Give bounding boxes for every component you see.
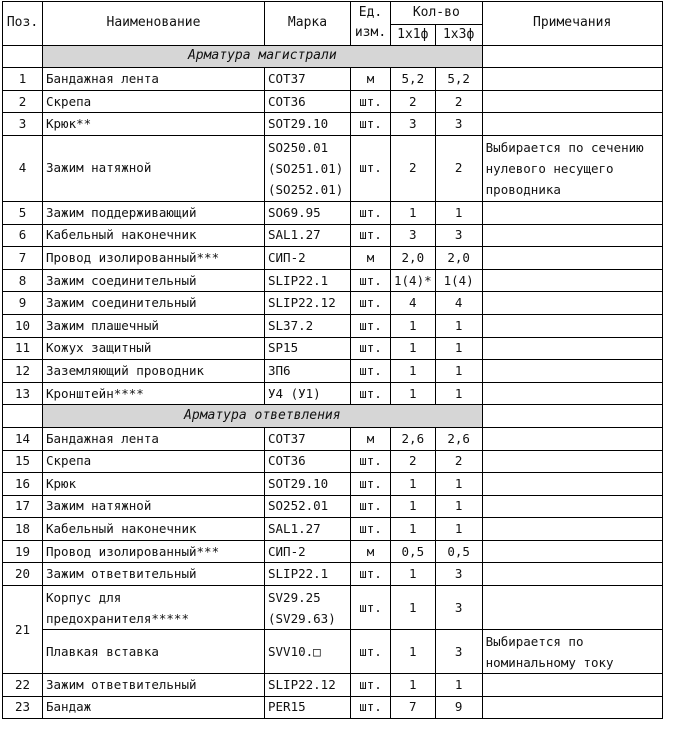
cell-note (482, 314, 662, 337)
cell-pos: 23 (3, 696, 43, 719)
cell-qty-1ph: 1(4)* (391, 269, 436, 292)
cell-qty-3ph: 2 (435, 450, 482, 473)
cell-note (482, 68, 662, 91)
cell-qty-1ph: 1 (391, 674, 436, 697)
section-title: Арматура магистрали (43, 45, 483, 68)
cell-qty-3ph: 3 (435, 113, 482, 136)
table-row (3, 586, 663, 630)
header-row (3, 2, 663, 25)
cell-qty-1ph: 4 (391, 292, 436, 315)
header-qty: Кол-во (391, 2, 483, 25)
cell-mark: СИП-2 (265, 247, 351, 270)
cell-note (482, 427, 662, 450)
cell-pos: 3 (3, 113, 43, 136)
cell-pos: 8 (3, 269, 43, 292)
cell-name: Кабельный наконечник (43, 518, 265, 541)
cell-qty-3ph: 1 (435, 201, 482, 224)
table-row (3, 540, 663, 563)
cell-name: Бандажная лента (43, 68, 265, 91)
table-row (3, 135, 663, 201)
cell-mark: SV29.25 (SV29.63) (265, 586, 351, 630)
cell-qty-1ph: 1 (391, 495, 436, 518)
section-blank (482, 405, 662, 428)
cell-unit: шт. (351, 337, 391, 360)
cell-note (482, 360, 662, 383)
cell-qty-3ph: 3 (435, 224, 482, 247)
cell-qty-1ph: 7 (391, 696, 436, 719)
cell-unit: шт. (351, 674, 391, 697)
cell-qty-3ph: 3 (435, 630, 482, 674)
cell-pos: 21 (3, 586, 43, 674)
cell-qty-1ph: 1 (391, 201, 436, 224)
cell-note (482, 674, 662, 697)
cell-pos: 6 (3, 224, 43, 247)
cell-qty-3ph: 9 (435, 696, 482, 719)
cell-pos: 7 (3, 247, 43, 270)
cell-note (482, 224, 662, 247)
header-qty-1ph: 1х1ф (391, 24, 436, 45)
table-row (3, 427, 663, 450)
cell-pos: 13 (3, 382, 43, 405)
table-row (3, 68, 663, 91)
cell-note (482, 473, 662, 496)
cell-pos: 10 (3, 314, 43, 337)
cell-name: Зажим соединительный (43, 292, 265, 315)
cell-unit: шт. (351, 473, 391, 496)
cell-note (482, 450, 662, 473)
cell-qty-1ph: 1 (391, 563, 436, 586)
cell-mark: SLIP22.1 (265, 269, 351, 292)
cell-note (482, 337, 662, 360)
cell-name: Зажим поддерживающий (43, 201, 265, 224)
cell-qty-1ph: 3 (391, 224, 436, 247)
cell-qty-1ph: 1 (391, 473, 436, 496)
cell-mark: ЗП6 (265, 360, 351, 383)
cell-qty-1ph: 0,5 (391, 540, 436, 563)
cell-name: Бандаж (43, 696, 265, 719)
cell-unit: м (351, 427, 391, 450)
cell-qty-1ph: 1 (391, 630, 436, 674)
section-row (3, 45, 663, 68)
table-body (3, 45, 663, 719)
cell-note (482, 563, 662, 586)
table-row (3, 90, 663, 113)
table-row (3, 201, 663, 224)
section-blank (3, 405, 43, 428)
cell-unit: шт. (351, 382, 391, 405)
cell-unit: шт. (351, 563, 391, 586)
cell-name: Кронштейн**** (43, 382, 265, 405)
cell-note: Выбирается по номинальному току (482, 630, 662, 674)
section-blank (482, 45, 662, 68)
cell-qty-3ph: 1 (435, 314, 482, 337)
cell-mark: SVV10.□ (265, 630, 351, 674)
cell-mark: COT37 (265, 427, 351, 450)
cell-pos: 2 (3, 90, 43, 113)
cell-pos: 16 (3, 473, 43, 496)
cell-unit: шт. (351, 630, 391, 674)
cell-unit: м (351, 247, 391, 270)
table-row (3, 337, 663, 360)
section-row (3, 405, 663, 428)
cell-name: Плавкая вставка (43, 630, 265, 674)
cell-mark: COT37 (265, 68, 351, 91)
cell-pos: 9 (3, 292, 43, 315)
cell-name: Скрепа (43, 450, 265, 473)
cell-pos: 1 (3, 68, 43, 91)
cell-qty-1ph: 1 (391, 314, 436, 337)
cell-mark: SOT29.10 (265, 473, 351, 496)
cell-qty-3ph: 1 (435, 518, 482, 541)
cell-qty-1ph: 2,6 (391, 427, 436, 450)
cell-mark: SLIP22.1 (265, 563, 351, 586)
cell-qty-1ph: 1 (391, 382, 436, 405)
cell-note (482, 495, 662, 518)
cell-qty-3ph: 1(4) (435, 269, 482, 292)
cell-qty-3ph: 1 (435, 337, 482, 360)
cell-pos: 20 (3, 563, 43, 586)
cell-unit: шт. (351, 360, 391, 383)
cell-unit: шт. (351, 696, 391, 719)
cell-name: Зажим натяжной (43, 135, 265, 201)
cell-qty-1ph: 2,0 (391, 247, 436, 270)
cell-qty-3ph: 1 (435, 495, 482, 518)
cell-qty-3ph: 3 (435, 563, 482, 586)
cell-note (482, 518, 662, 541)
cell-name: Крюк (43, 473, 265, 496)
cell-qty-3ph: 4 (435, 292, 482, 315)
cell-unit: шт. (351, 269, 391, 292)
cell-unit: м (351, 68, 391, 91)
table-row (3, 269, 663, 292)
cell-unit: шт. (351, 224, 391, 247)
cell-unit: шт. (351, 586, 391, 630)
cell-name: Скрепа (43, 90, 265, 113)
header-note: Примечания (482, 2, 662, 46)
table-row (3, 674, 663, 697)
cell-mark: SL37.2 (265, 314, 351, 337)
cell-unit: шт. (351, 201, 391, 224)
cell-note (482, 696, 662, 719)
cell-unit: шт. (351, 135, 391, 201)
cell-note (482, 292, 662, 315)
header-pos: Поз. (3, 2, 43, 46)
cell-mark: SAL1.27 (265, 518, 351, 541)
cell-mark: SLIP22.12 (265, 292, 351, 315)
specification-table (2, 1, 663, 719)
specification-sheet (2, 1, 663, 719)
cell-name: Зажим соединительный (43, 269, 265, 292)
cell-unit: шт. (351, 113, 391, 136)
cell-qty-3ph: 2 (435, 90, 482, 113)
cell-note (482, 382, 662, 405)
header-mark: Марка (265, 2, 351, 46)
cell-mark: SOT29.10 (265, 113, 351, 136)
cell-unit: шт. (351, 90, 391, 113)
cell-qty-1ph: 1 (391, 518, 436, 541)
section-title: Арматура ответвления (43, 405, 483, 428)
cell-name: Провод изолированный*** (43, 540, 265, 563)
cell-mark: COT36 (265, 90, 351, 113)
cell-qty-1ph: 1 (391, 586, 436, 630)
cell-qty-3ph: 0,5 (435, 540, 482, 563)
cell-note (482, 247, 662, 270)
cell-note (482, 201, 662, 224)
cell-pos: 17 (3, 495, 43, 518)
cell-pos: 12 (3, 360, 43, 383)
cell-qty-3ph: 2,6 (435, 427, 482, 450)
table-row (3, 292, 663, 315)
cell-pos: 18 (3, 518, 43, 541)
cell-unit: шт. (351, 450, 391, 473)
table-row (3, 113, 663, 136)
table-row (3, 495, 663, 518)
table-row (3, 382, 663, 405)
cell-name: Заземляющий проводник (43, 360, 265, 383)
cell-mark: СИП-2 (265, 540, 351, 563)
cell-mark: SP15 (265, 337, 351, 360)
cell-pos: 11 (3, 337, 43, 360)
table-row (3, 360, 663, 383)
cell-unit: шт. (351, 314, 391, 337)
cell-name: Корпус для предохранителя***** (43, 586, 265, 630)
cell-unit: м (351, 540, 391, 563)
table-row (3, 314, 663, 337)
cell-name: Зажим ответвительный (43, 563, 265, 586)
cell-pos: 22 (3, 674, 43, 697)
cell-mark: SAL1.27 (265, 224, 351, 247)
cell-pos: 4 (3, 135, 43, 201)
cell-unit: шт. (351, 292, 391, 315)
cell-unit: шт. (351, 495, 391, 518)
cell-qty-1ph: 1 (391, 360, 436, 383)
cell-qty-1ph: 3 (391, 113, 436, 136)
table-row (3, 518, 663, 541)
cell-note (482, 113, 662, 136)
table-row (3, 450, 663, 473)
header-qty-3ph: 1х3ф (435, 24, 482, 45)
cell-pos: 19 (3, 540, 43, 563)
cell-qty-1ph: 2 (391, 135, 436, 201)
cell-unit: шт. (351, 518, 391, 541)
cell-mark: PER15 (265, 696, 351, 719)
cell-pos: 15 (3, 450, 43, 473)
cell-qty-1ph: 2 (391, 450, 436, 473)
cell-name: Кожух защитный (43, 337, 265, 360)
table-row (3, 473, 663, 496)
cell-qty-3ph: 1 (435, 473, 482, 496)
cell-name: Бандажная лента (43, 427, 265, 450)
cell-qty-3ph: 1 (435, 674, 482, 697)
cell-mark: SLIP22.12 (265, 674, 351, 697)
cell-note (482, 540, 662, 563)
cell-qty-3ph: 1 (435, 360, 482, 383)
table-row (3, 696, 663, 719)
cell-mark: COT36 (265, 450, 351, 473)
cell-name: Зажим плашечный (43, 314, 265, 337)
cell-name: Провод изолированный*** (43, 247, 265, 270)
cell-qty-3ph: 3 (435, 586, 482, 630)
cell-name: Крюк** (43, 113, 265, 136)
cell-pos: 5 (3, 201, 43, 224)
cell-mark: SO252.01 (265, 495, 351, 518)
table-row (3, 224, 663, 247)
cell-note: Выбирается по сечению нулевого несущего проводника (482, 135, 662, 201)
cell-pos: 14 (3, 427, 43, 450)
cell-qty-3ph: 5,2 (435, 68, 482, 91)
cell-mark: SO69.95 (265, 201, 351, 224)
cell-note (482, 586, 662, 630)
section-blank (3, 45, 43, 68)
cell-note (482, 90, 662, 113)
cell-qty-1ph: 2 (391, 90, 436, 113)
cell-name: Зажим натяжной (43, 495, 265, 518)
cell-qty-3ph: 2 (435, 135, 482, 201)
table-row (3, 630, 663, 674)
cell-qty-3ph: 1 (435, 382, 482, 405)
cell-name: Кабельный наконечник (43, 224, 265, 247)
table-row (3, 563, 663, 586)
cell-mark: У4 (У1) (265, 382, 351, 405)
cell-qty-1ph: 5,2 (391, 68, 436, 91)
cell-note (482, 269, 662, 292)
cell-name: Зажим ответвительный (43, 674, 265, 697)
cell-mark: SO250.01 (SO251.01) (SO252.01) (265, 135, 351, 201)
table-row (3, 247, 663, 270)
cell-qty-1ph: 1 (391, 337, 436, 360)
header-unit: Ед. изм. (351, 2, 391, 46)
header-name: Наименование (43, 2, 265, 46)
cell-qty-3ph: 2,0 (435, 247, 482, 270)
